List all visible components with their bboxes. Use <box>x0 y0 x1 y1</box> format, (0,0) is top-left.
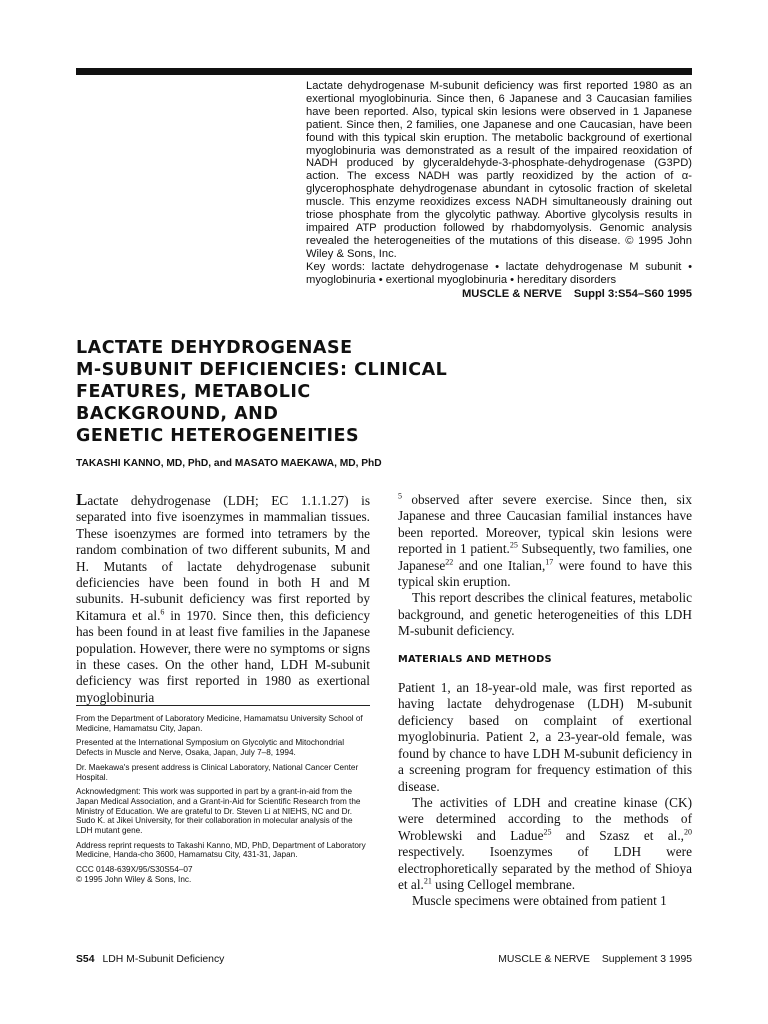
section-heading: MATERIALS AND METHODS <box>398 653 552 665</box>
footnote-acknowledgment: Acknowledgment: This work was supported in part by a grant-in-aid from the Japan Medical Association, and a Grant-in-Aid for Scientific Research from the Ministry of Education. We are grateful to Dr. Steven Li at NIEHS, NC and Dr. Sudo K. at Jikei University, for their collaboration in molecular analysis of the LDH mutant gene. <box>76 787 361 836</box>
abstract-copyright: © 1995 John Wiley & Sons, Inc. <box>306 234 693 260</box>
footnote-address: Dr. Maekawa's present address is Clinical Laboratory, National Cancer Center Hospital. <box>76 762 359 782</box>
paragraph: Muscle specimens were obtained from patient 1 <box>412 893 667 909</box>
paragraph: The activities of LDH and creatine kinase (CK) were determined according to the methods of Wroblewski and Ladue$^{25}$ and Szasz et al.,$^{20}$ respectively. Isoenzymes of LDH were electrophoretically separated by the method of Shioya et al.$^{21}$ using Cellogel membrane. <box>398 794 692 892</box>
reference: 25 <box>543 827 552 837</box>
running-title: LDH M-Subunit Deficiency <box>102 954 225 965</box>
journal-name: MUSCLE & NERVE <box>461 287 562 300</box>
abstract <box>306 80 692 300</box>
keywords-label: Key words: <box>306 260 365 273</box>
reference: 22 <box>445 557 454 567</box>
copyright-footnote: © 1995 John Wiley & Sons, Inc. <box>76 874 192 884</box>
intro-paragraph: Lactate dehydrogenase (LDH; EC 1.1.1.27) is separated into five isoenzymes in mammalian tissues. These isoenzymes are formed into tetramers by the random combination of two different subunits, M and H. Mutants of lactate dehydrogenase subunit deficiencies have been found in both H and M subunits. H-subunit deficiency was first reported by Kitamura et al.$^6$ in 1970. Since then, this deficiency has been found in at least five families in the Japanese population. However, there were no symptoms or signs in these cases. On the other hand, LDH M-subunit deficiency was first reported in 1980 as exertional myoglobinuria <box>76 490 370 705</box>
footnotes <box>76 714 370 885</box>
footer-supplement: Supplement 3 1995 <box>601 954 692 965</box>
drop-cap: L <box>76 490 88 509</box>
abstract-text: Lactate dehydrogenase M-subunit deficiency was first reported 1980 as an exertional myoglobinuria. Since then, 6 Japanese and 3 Caucasian families have been reported. Also, typical skin lesions were observed in 1 Japanese patient. Since then, 2 families, one Japanese and one Caucasian, have been found with this typical skin eruption. The metabolic background of exertional myoglobinuria was demonstrated as a result of the impaired reoxidation of NADH produced by glyceraldehyde-3-phosphate-dehydrogenase (G3PD) action. The excess NADH was partly reoxidized by the action of α-glycerophosphate dehydrogenase abundant in cytosolic fraction of skeletal muscle. This enzyme reoxidizes excess NADH simultaneously draining out triose phosphate from the glycolytic pathway. Abortive glycolysis results in impaired ATP production followed by rhabdomyolysis. Genomic analysis revealed the heterogeneities of the mutations of this disease. <box>306 80 692 247</box>
footer-journal <box>498 954 692 965</box>
reference: 6 <box>160 607 165 617</box>
reference: 20 <box>684 827 692 837</box>
header-rule <box>76 68 692 75</box>
citation: Suppl 3:S54–S60 1995 <box>573 287 692 300</box>
paragraph: Patient 1, an 18-year-old male, was first reported as having lactate dehydrogenase (LDH) M-subunit deficiency based on complaint of exertional myoglobinuria. Patient 2, a 23-year-old female, was found by chance to have LDH M-subunit deficiency in a screening program for frequency estimation of this disease. <box>398 680 692 794</box>
reference: 25 <box>509 540 518 550</box>
title-line: M-SUBUNIT DEFICIENCIES: CLINICAL <box>76 360 448 380</box>
abstract-body <box>306 80 692 261</box>
footnote-rule <box>76 705 370 706</box>
page-number: S54 <box>76 954 95 965</box>
paragraph: This report describes the clinical features, metabolic background, and genetic heterogeneities of this LDH M-subunit deficiency. <box>398 590 692 639</box>
reference: 17 <box>545 557 554 567</box>
footnote-presented: Presented at the International Symposium on Glycolytic and Mitochondrial Defects in Muscle and Nerve, Osaka, Japan, July 7–8, 1994. <box>76 738 345 758</box>
authors: TAKASHI KANNO, MD, PhD, and MASATO MAEKAWA, MD, PhD <box>76 458 382 469</box>
title-line: LACTATE DEHYDROGENASE <box>76 338 353 358</box>
article-title <box>76 337 496 447</box>
footer-journal-name: MUSCLE & NERVE <box>498 954 590 965</box>
body-column-right <box>398 492 692 910</box>
intro-paragraph-continued: $^5$ observed after severe exercise. Since then, six Japanese and three Caucasian familial instances have been reported. Moreover, typical skin lesions were reported in 1 patient.$^{25}$ Subsequently, two families, one Japanese$^{22}$ and one Italian,$^{17}$ were found to have this typical skin eruption. <box>398 491 692 590</box>
keywords <box>306 261 692 287</box>
reference: 21 <box>423 876 432 886</box>
journal-citation <box>306 288 692 301</box>
ccc-code: CCC 0148-639X/95/S30S54–07 <box>76 865 193 875</box>
title-line: BACKGROUND, AND <box>76 404 279 424</box>
body-column-left <box>76 492 370 706</box>
keywords-list: lactate dehydrogenase • lactate dehydrogenase M subunit • myoglobinuria • exertional myoglobinuria • hereditary disorders <box>306 260 692 286</box>
footnote-affiliation: From the Department of Laboratory Medicine, Hamamatsu University School of Medicine, Hamamatsu City, Japan. <box>76 714 363 733</box>
reference: 5 <box>398 491 402 501</box>
page-footer <box>76 954 692 968</box>
title-line: FEATURES, METABOLIC <box>76 382 311 402</box>
footnote-reprints: Address reprint requests to Takashi Kanno, MD, PhD, Department of Laboratory Medicine, Handa-cho 3600, Hamamatsu City, 431-31, Japan. <box>76 840 366 860</box>
title-line: GENETIC HETEROGENEITIES <box>76 426 360 446</box>
